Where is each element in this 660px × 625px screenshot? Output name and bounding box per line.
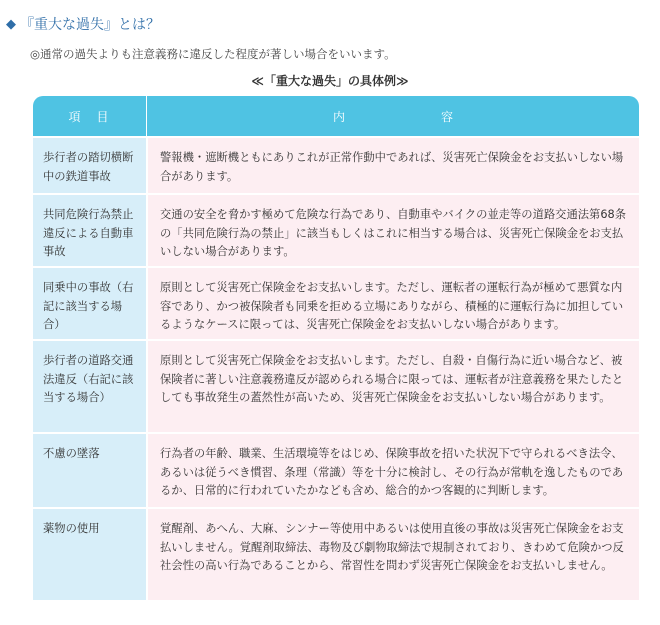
table-row — [33, 266, 639, 339]
header-content — [146, 96, 639, 136]
row-content: 行為者の年齢、職業、生活環境等をはじめ、保険事故を招いた状況下で守られるべき法令、あるいは従うべき慣習、条理（常識）等を十分に検討し、その行為が常軌を逸したものであるか、日常的に行われていたかなども含め、総合的かつ客観的に判断します。 — [146, 434, 639, 507]
row-item: 共同危険行為禁止違反による自動車事故 — [33, 195, 146, 266]
row-content: 原則として災害死亡保険金をお支払いします。ただし、運転者の運転行為が極めて悪質な内容であり、かつ被保険者も同乗を拒める立場にありながら、積極的に運転行為に加担しているようなケースに限っては、災害死亡保険金をお支払いしない場合があります。 — [146, 268, 639, 339]
header-item: 項目 — [68, 109, 125, 124]
section-heading — [6, 14, 160, 34]
row-item: 不慮の墜落 — [33, 434, 146, 507]
row-item: 薬物の使用 — [33, 509, 146, 600]
heading-title: 『重大な過失』とは？ — [20, 17, 160, 33]
table-row — [33, 193, 639, 266]
row-content: 原則として災害死亡保険金をお支払いします。ただし、自殺・自傷行為に近い場合など、被保険者に著しい注意義務違反が認められる場合に限っては、運転者が注意義務を果たしたとしても事故発生の蓋然性が高いため、災害死亡保険金をお支払いしない場合があります。 — [146, 341, 639, 432]
row-item: 同乗中の事故（右記に該当する場合） — [33, 268, 146, 339]
table-row — [33, 507, 639, 600]
row-item: 歩行者の道路交通法違反（右記に該当する場合） — [33, 341, 146, 432]
table-row — [33, 136, 639, 193]
table-header — [33, 96, 639, 136]
table-row — [33, 339, 639, 432]
header-content-label: 内容 — [333, 109, 453, 124]
row-item: 歩行者の踏切横断中の鉄道事故 — [33, 138, 146, 193]
table-row — [33, 432, 639, 507]
examples-table — [33, 96, 639, 600]
row-content: 警報機・遮断機ともにありこれが正常作動中であれば、災害死亡保険金をお支払いしない場合があります。 — [146, 138, 639, 193]
diamond-bullet-icon: ◆ — [6, 16, 16, 32]
table-subtitle: ≪「重大な過失」の具体例≫ — [251, 74, 409, 88]
intro-text: ◎通常の過失よりも注意義務に違反した程度が著しい場合をいいます。 — [30, 47, 396, 61]
row-content: 覚醒剤、あへん、大麻、シンナー等使用中あるいは使用直後の事故は災害死亡保険金をお支払いしません。覚醒剤取締法、毒物及び劇物取締法で規制されており、きわめて危険かつ反社会性の高い行為であることから、常習性を問わず災害死亡保険金をお支払いしません。 — [146, 509, 639, 600]
row-content: 交通の安全を脅かす極めて危険な行為であり、自動車やバイクの並走等の道路交通法第68条の「共同危険行為の禁止」に該当もしくはこれに相当する場合は、災害死亡保険金をお支払いしない場合があります。 — [146, 195, 639, 266]
